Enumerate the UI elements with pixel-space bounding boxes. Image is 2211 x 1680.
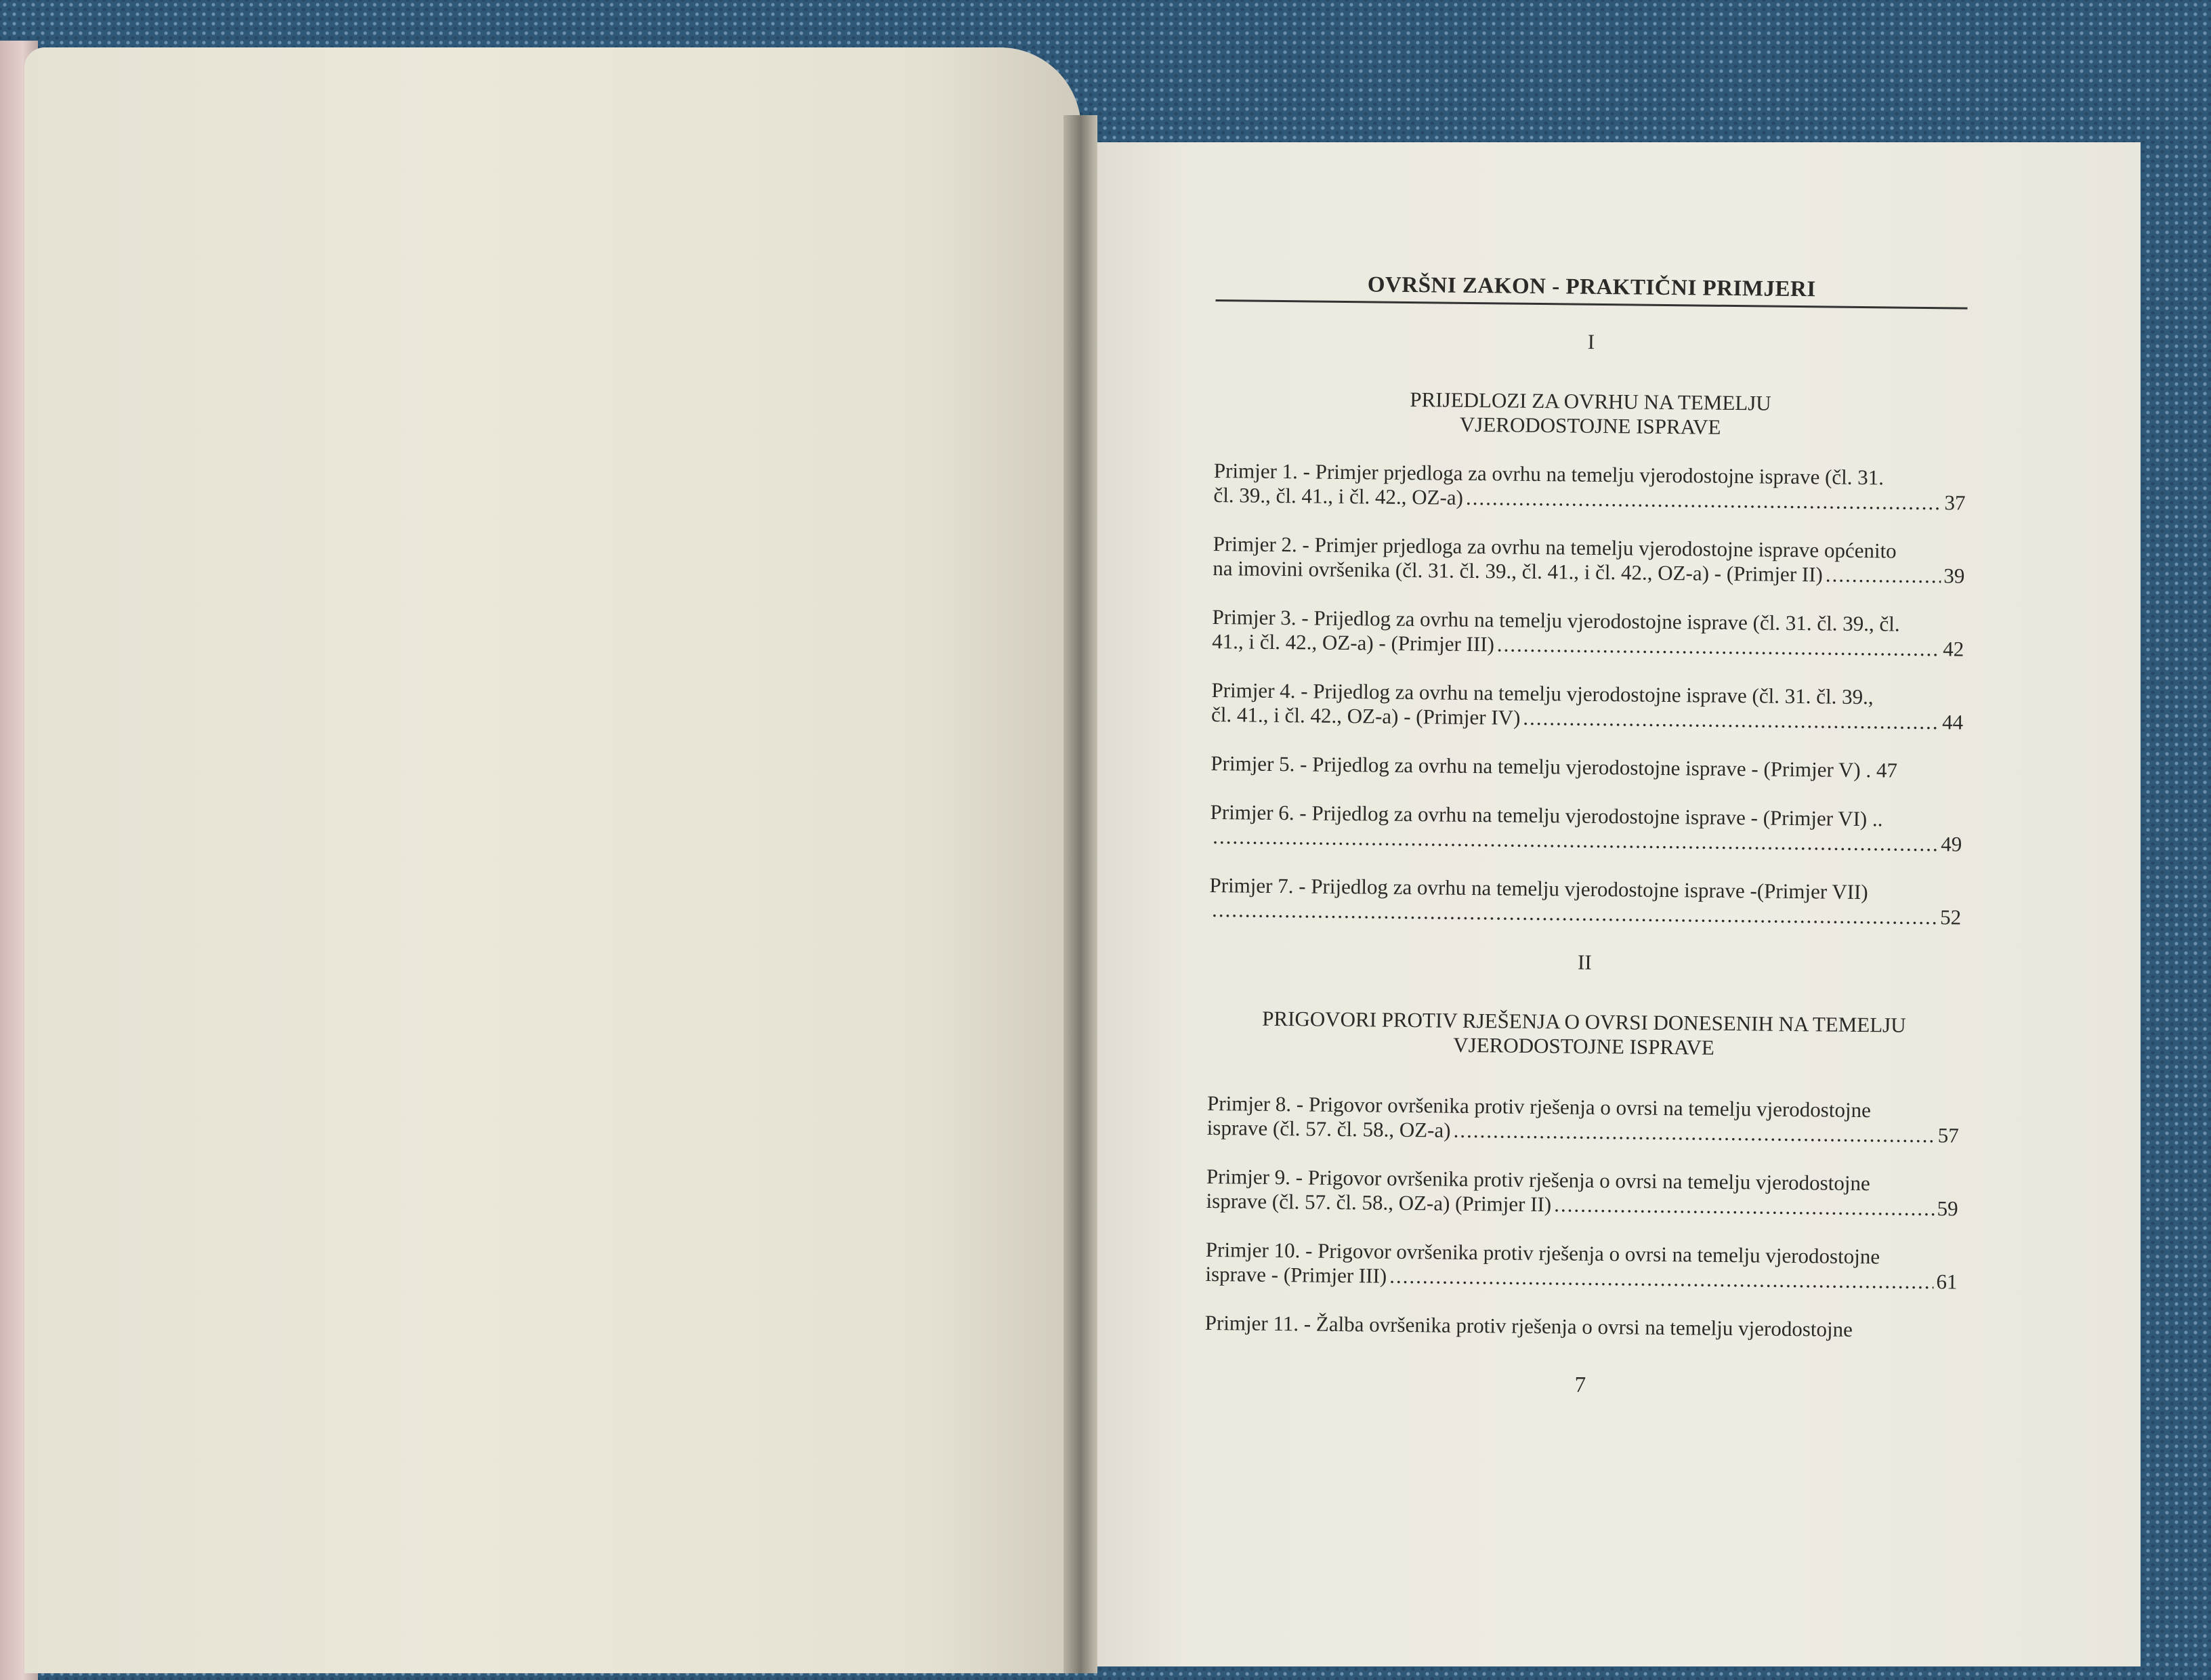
toc-entry (1205, 1238, 1958, 1295)
leader-dots (1523, 706, 1939, 734)
toc-entry (1207, 1091, 1960, 1148)
toc-entry-text: 41., i čl. 42., OZ-a) - (Primjer III) (1212, 629, 1495, 656)
leader-dots (1826, 562, 1941, 588)
toc-entry-text: Primjer 9. - Prigovor ovršenika protiv rješenja o ovrsi na temelju vjerodostojne (1206, 1164, 1870, 1196)
leader-dots (1453, 1118, 1935, 1148)
toc-entry-text: Primjer 2. - Primjer prjedloga za ovrhu na temelju vjerodostojne isprave općenito (1213, 531, 1897, 563)
section-title (1208, 1006, 1960, 1063)
book-gutter (1064, 115, 1097, 1673)
leader-dots (1554, 1192, 1935, 1221)
toc-entry (1213, 532, 1965, 589)
section-title-line: VJERODOSTOJNE ISPRAVE (1459, 412, 1721, 439)
toc-entry-text: Primjer 8. - Prigovor ovršenika protiv rješenja o ovrsi na temelju vjerodostojne (1206, 1091, 1872, 1122)
section-title-line: VJERODOSTOJNE ISPRAVE (1453, 1032, 1715, 1059)
toc-page-number: 42 (1943, 637, 1964, 661)
left-blank-page (24, 47, 1081, 1673)
toc-entry (1210, 800, 1962, 857)
toc-entry-text: isprave - (Primjer III) (1205, 1261, 1387, 1288)
toc-entry-text: Primjer 10. - Prigovor ovršenika protiv rješenja o ovrsi na temelju vjerodostojne (1205, 1237, 1880, 1269)
running-head: OVRŠNI ZAKON - PRAKTIČNI PRIMJERI (1216, 271, 1968, 310)
toc-entry (1211, 678, 1964, 735)
section-title-line: PRIGOVORI PROTIV RJEŠENJA O OVRSI DONESENIH NA TEMELJU (1262, 1006, 1906, 1037)
toc-entry-text: čl. 39., čl. 41., i čl. 42., OZ-a) (1213, 482, 1464, 509)
toc-entry-text: Primjer 7. - Prijedlog za ovrhu na temelju vjerodostojne isprave -(Primjer VII) (1209, 873, 1868, 904)
toc-entry-text: Primjer 1. - Primjer prjedloga za ovrhu na temelju vjerodostojne isprave (čl. 31. (1213, 458, 1884, 490)
toc-entry-text: na imovini ovršenika (čl. 31. čl. 39., čl. 41., i čl. 42., OZ-a) - (Primjer II) (1213, 555, 1824, 587)
toc-entry (1210, 751, 1962, 784)
table-of-contents (1204, 271, 1968, 1402)
toc-page-number: 61 (1936, 1269, 1958, 1294)
toc-entry (1212, 605, 1964, 662)
toc-page-number: 39 (1943, 564, 1965, 588)
section-numeral: II (1577, 950, 1592, 974)
toc-page-number: 44 (1941, 710, 1964, 734)
toc-entry (1206, 1164, 1958, 1221)
leader-dots (1466, 486, 1942, 515)
toc-entry (1209, 873, 1962, 930)
toc-entry (1205, 1311, 1957, 1343)
toc-page-number: 49 (1941, 832, 1962, 856)
toc-entry-text: Primjer 4. - Prijedlog za ovrhu na temelju vjerodostojne isprave (čl. 31. čl. 39., (1211, 677, 1874, 709)
section-title (1214, 385, 1966, 442)
section-title-line: PRIJEDLOZI ZA OVRHU NA TEMELJU (1410, 387, 1771, 415)
toc-entry-text: čl. 41., i čl. 42., OZ-a) - (Primjer IV) (1210, 702, 1521, 730)
toc-page-number: 57 (1937, 1123, 1959, 1148)
toc-entry (1213, 459, 1966, 516)
toc-entry-text: Primjer 5. - Prijedlog za ovrhu na temelju vjerodostojne isprave - (Primjer V) . 47 (1210, 751, 1898, 782)
section-numeral: I (1587, 329, 1595, 354)
toc-entry-text: isprave (čl. 57. čl. 58., OZ-a) (1206, 1115, 1451, 1142)
leader-dots (1389, 1264, 1934, 1294)
page-number: 7 (1574, 1372, 1586, 1398)
leader-dots (1497, 632, 1941, 661)
toc-entry-text: Primjer 11. - Žalba ovršenika protiv rješenja o ovrsi na temelju vjerodostojne (1204, 1310, 1853, 1341)
toc-page-number: 52 (1939, 905, 1962, 929)
toc-entry-text: Primjer 3. - Prijedlog za ovrhu na temelju vjerodostojne isprave (čl. 31. čl. 39., čl. (1212, 604, 1900, 636)
toc-page-number: 37 (1944, 490, 1966, 515)
toc-page-number: 59 (1937, 1196, 1958, 1221)
toc-entry-text: isprave (čl. 57. čl. 58., OZ-a) (Primjer II) (1206, 1188, 1552, 1217)
toc-entry-text: Primjer 6. - Prijedlog za ovrhu na temelju vjerodostojne isprave - (Primjer VI) .. (1210, 799, 1883, 831)
